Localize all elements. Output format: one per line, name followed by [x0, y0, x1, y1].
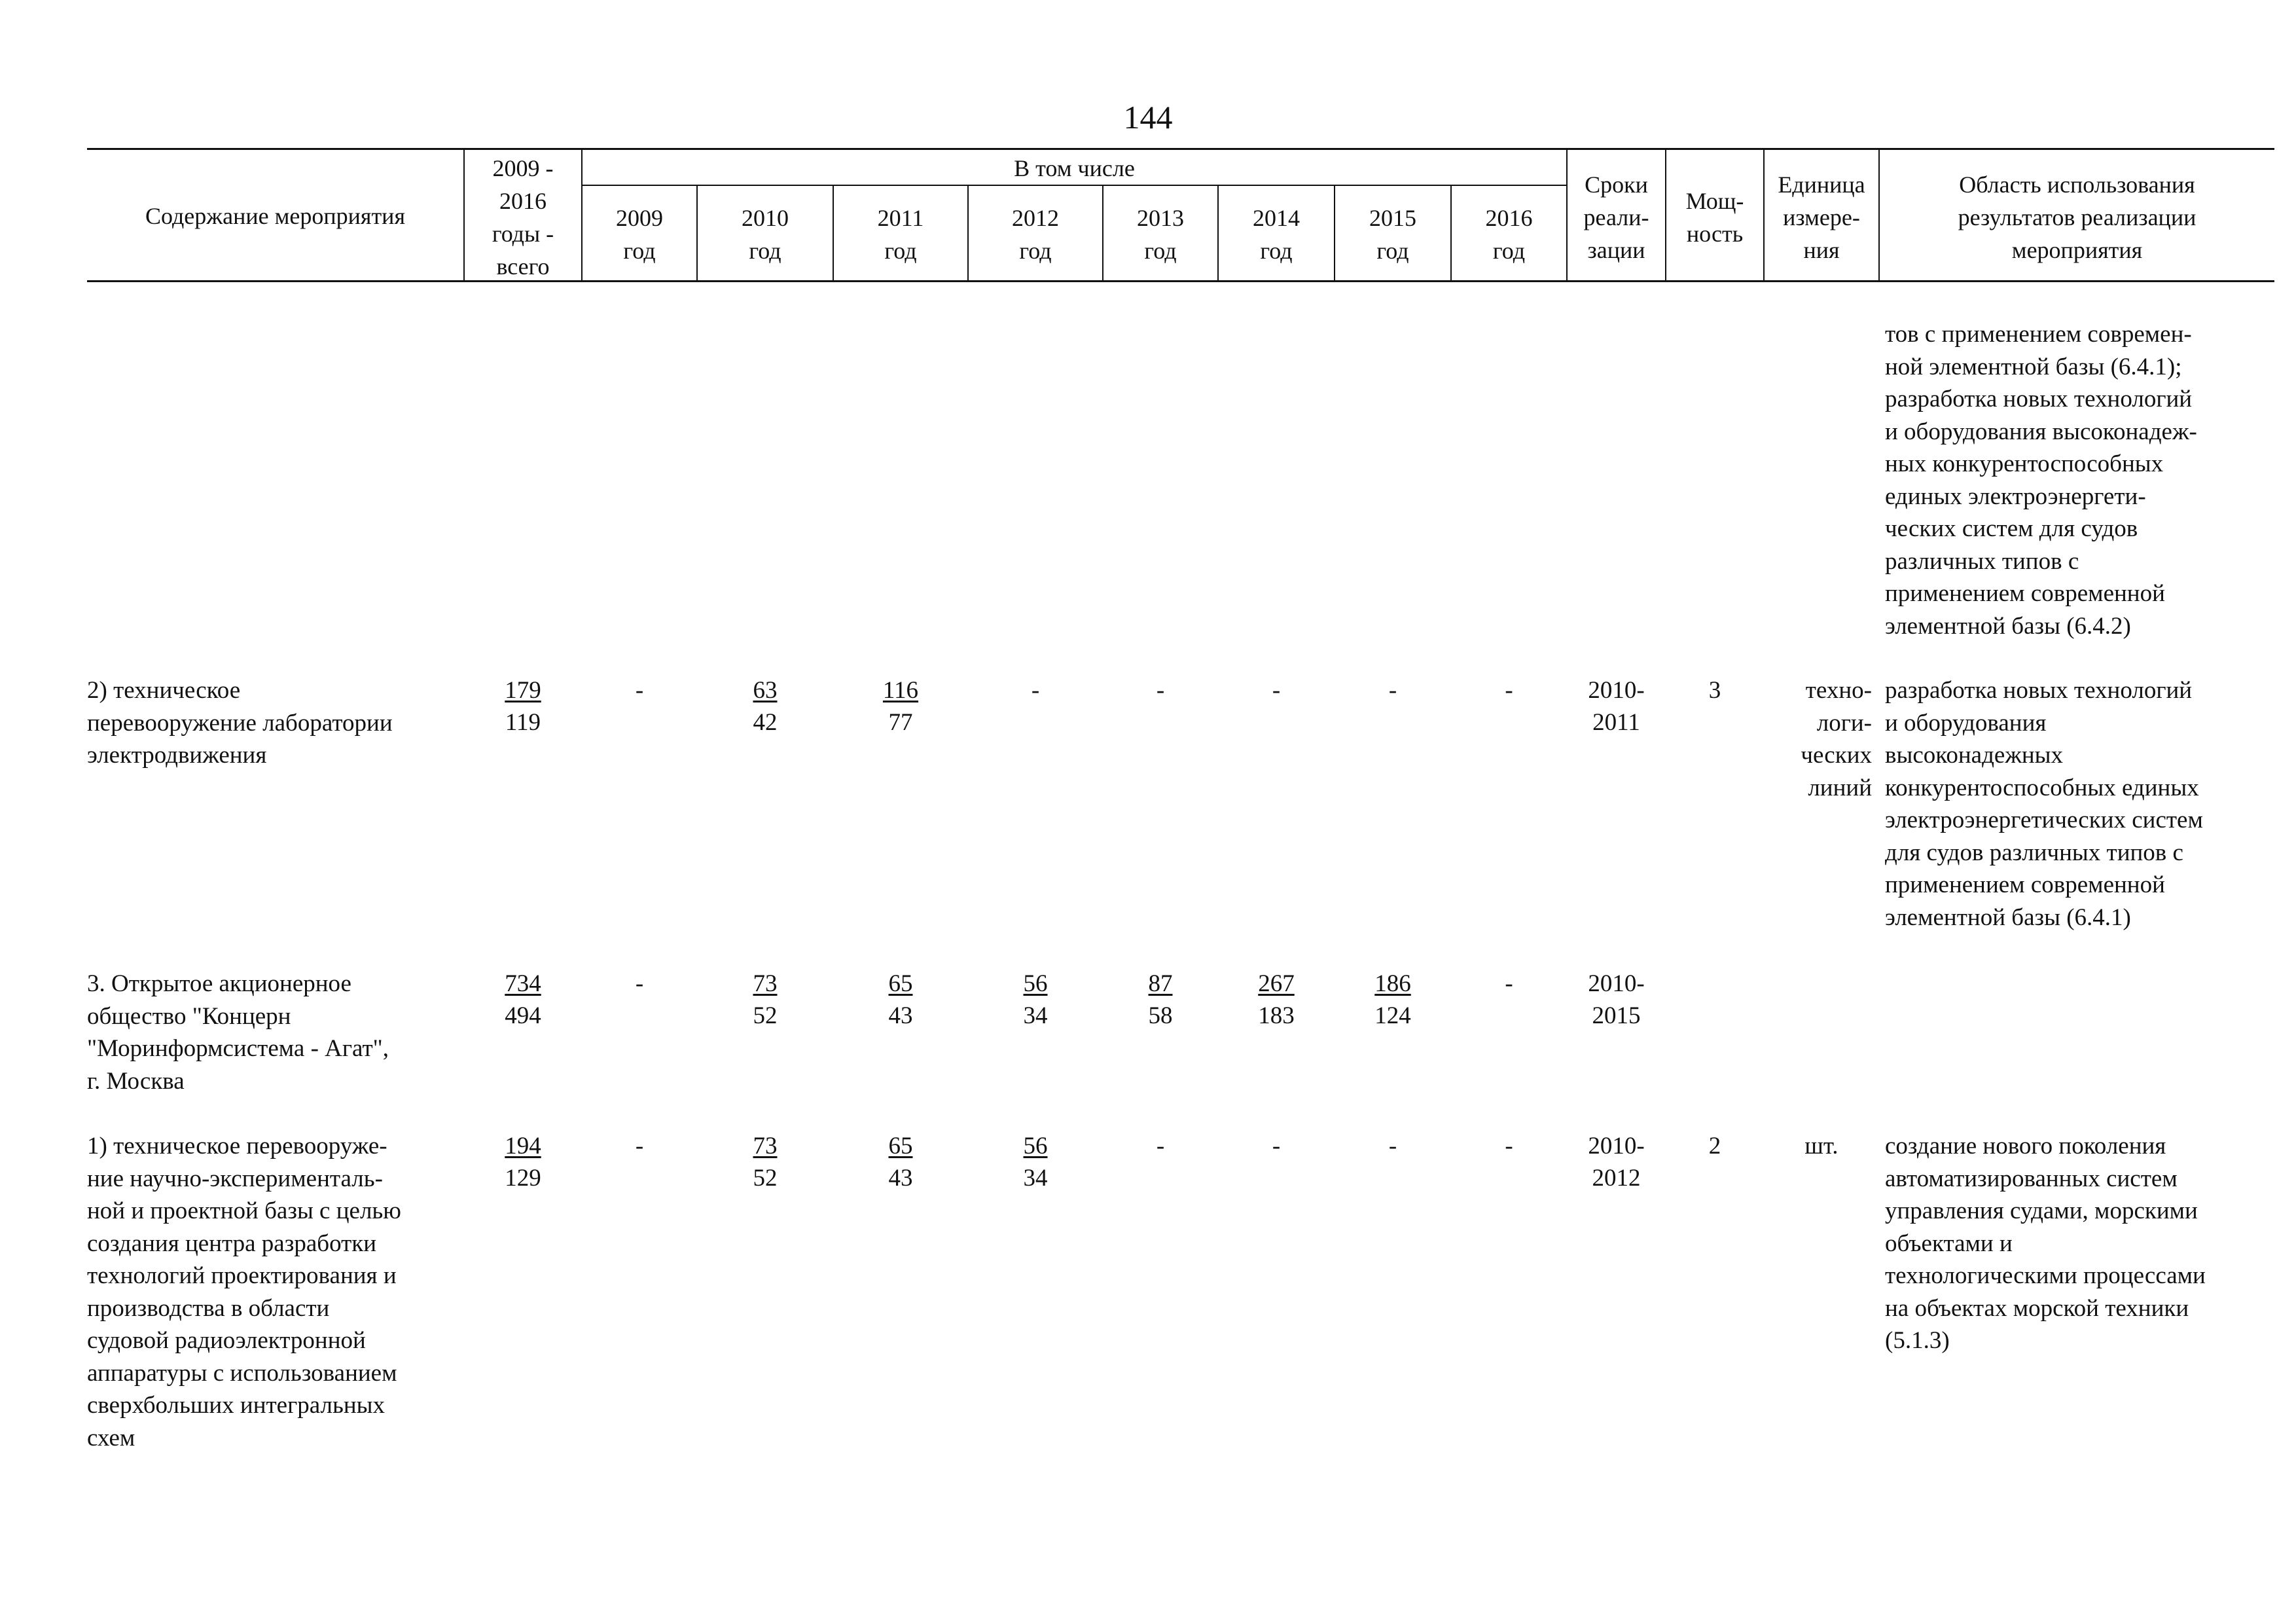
header-year-word: год: [1260, 238, 1293, 264]
header-year-word: год: [749, 238, 781, 264]
header-year-2015: [1335, 202, 1450, 267]
value-dash: -: [1388, 677, 1397, 704]
area-line: элементной базы (6.4.1): [1885, 903, 2131, 931]
value-bottom: 43: [888, 1002, 913, 1029]
area-line: объектами и: [1885, 1230, 2013, 1257]
row-2009: [583, 674, 696, 706]
area-line: ных конкурентоспособных: [1885, 450, 2164, 477]
header-top-rule: [87, 148, 2274, 150]
desc-line: сверхбольших интегральных: [87, 1392, 386, 1419]
value-top: 65: [888, 970, 913, 997]
value-bottom: 129: [505, 1165, 541, 1192]
terms-line: 2010-: [1588, 677, 1645, 704]
row-2011: [834, 674, 967, 739]
header-year-value: 2012: [1012, 205, 1059, 231]
area-line: технологическими процессами: [1885, 1262, 2206, 1289]
value-top: 194: [505, 1133, 541, 1159]
value-top: 73: [753, 970, 778, 997]
header-year-word: год: [1492, 238, 1526, 264]
header-year-value: 2014: [1253, 205, 1300, 231]
row-total: [465, 674, 581, 739]
header-year-value: 2009: [616, 205, 663, 231]
header-unit-line: Единица: [1778, 172, 1865, 198]
terms-line: 2012: [1592, 1165, 1641, 1192]
row-unit: [1765, 674, 1872, 804]
unit-value: шт.: [1804, 1133, 1839, 1159]
value-bottom: 77: [888, 709, 913, 736]
row-2016: [1452, 1130, 1566, 1162]
value-dash: -: [1272, 1133, 1281, 1159]
header-total-line: 2009 -: [492, 155, 554, 181]
header-including-label: В том числе: [1014, 155, 1135, 181]
area-line: автоматизированных систем: [1885, 1165, 2178, 1192]
value-bottom: 119: [505, 709, 541, 736]
desc-line: 1) техническое перевооруже-: [87, 1133, 387, 1159]
area-line: разработка новых технологий: [1885, 677, 2193, 704]
header-terms-line: Сроки: [1585, 172, 1648, 198]
row-capacity: [1666, 674, 1763, 706]
desc-line: производства в области: [87, 1294, 330, 1322]
header-year-2014: [1219, 202, 1334, 267]
header-year-word: год: [884, 238, 917, 264]
row-2016: [1452, 968, 1566, 1000]
row-2015: [1335, 968, 1450, 1032]
value-dash: -: [1031, 677, 1040, 704]
unit-line: линий: [1808, 774, 1872, 801]
header-total: [465, 152, 581, 283]
row-2013: [1103, 1130, 1217, 1162]
area-line: тов с применением современ-: [1885, 321, 2192, 348]
value-top: 734: [505, 970, 541, 997]
area-line: ной элементной базы (6.4.1);: [1885, 353, 2182, 380]
area-line: электроэнергетических систем: [1885, 807, 2203, 833]
area-line: и оборудования высоконадеж-: [1885, 418, 2197, 445]
desc-line: общество "Концерн: [87, 1002, 291, 1030]
row-area: [1885, 1130, 2271, 1357]
value-top: 56: [1023, 970, 1048, 997]
area-line: на объектах морской техники: [1885, 1294, 2189, 1322]
header-area-line: Область использования: [1959, 172, 2195, 198]
value-top: 73: [753, 1133, 778, 1159]
row-2012: [969, 968, 1102, 1032]
row-unit: [1765, 1130, 1878, 1162]
row-2011: [834, 968, 967, 1032]
value-dash: -: [635, 677, 644, 704]
area-line: применением современной: [1885, 580, 2165, 607]
area-line: элементной базы (6.4.2): [1885, 612, 2131, 640]
header-unit: [1765, 168, 1878, 266]
area-line: (5.1.3): [1885, 1327, 1950, 1354]
area-line: конкурентоспособных единых: [1885, 774, 2199, 801]
row-description: [87, 968, 460, 1097]
header-years-rule: [581, 185, 1566, 186]
value-bottom: 34: [1023, 1002, 1048, 1029]
row-capacity: [1666, 1130, 1763, 1162]
value-dash: -: [1272, 677, 1281, 704]
row-2010: [698, 674, 833, 739]
row-2015: [1335, 674, 1450, 706]
area-line: разработка новых технологий: [1885, 386, 2193, 412]
row-2014: [1219, 674, 1334, 706]
header-content: [87, 200, 463, 232]
row-2014: [1219, 1130, 1334, 1162]
row-2012: [969, 674, 1102, 706]
terms-line: 2011: [1592, 709, 1640, 736]
page-number: 144: [1123, 99, 1173, 136]
unit-line: техно-: [1805, 677, 1872, 704]
value-bottom: 124: [1374, 1002, 1411, 1029]
value-bottom: 42: [753, 709, 778, 736]
terms-line: 2010-: [1588, 1133, 1645, 1159]
value-bottom: 34: [1023, 1165, 1048, 1192]
area-line: и оборудования: [1885, 709, 2047, 737]
value-dash: -: [635, 1133, 644, 1159]
header-content-label: Содержание мероприятия: [145, 203, 406, 229]
desc-line: 3. Открытое акционерное: [87, 970, 351, 997]
value-dash: -: [1505, 970, 1513, 997]
desc-line: 2) техническое: [87, 677, 241, 704]
area-line: для судов различных типов с: [1885, 839, 2183, 866]
value-top: 87: [1148, 970, 1173, 997]
desc-line: ной и проектной базы с целью: [87, 1197, 401, 1224]
desc-line: электродвижения: [87, 742, 267, 769]
value-top: 116: [882, 677, 919, 704]
area-line: создание нового поколения: [1885, 1133, 2166, 1159]
row-2015: [1335, 1130, 1450, 1162]
area-line: применением современной: [1885, 871, 2165, 898]
continuation-area-text: [1885, 318, 2271, 642]
header-capacity-line: ность: [1686, 221, 1744, 247]
value-top: 186: [1374, 970, 1411, 997]
area-line: управления судами, морскими: [1885, 1197, 2198, 1224]
header-bottom-rule: [87, 280, 2274, 282]
row-description: [87, 674, 460, 772]
row-2009: [583, 968, 696, 1000]
value-dash: -: [1156, 1133, 1165, 1159]
row-terms: [1568, 674, 1665, 739]
row-2016: [1452, 674, 1566, 706]
row-2009: [583, 1130, 696, 1162]
desc-line: "Моринформсистема - Агат",: [87, 1035, 389, 1062]
header-including: [583, 152, 1566, 185]
value-bottom: 183: [1258, 1002, 1295, 1029]
value-dash: -: [1388, 1133, 1397, 1159]
area-line: ческих систем для судов: [1885, 515, 2138, 542]
header-year-word: год: [1144, 238, 1177, 264]
value-bottom: 494: [505, 1002, 541, 1029]
value-dash: -: [1156, 677, 1165, 704]
header-unit-line: измере-: [1783, 204, 1860, 230]
desc-line: судовой радиоэлектронной: [87, 1327, 366, 1354]
desc-line: ние научно-эксперименталь-: [87, 1165, 383, 1192]
header-unit-line: ния: [1803, 237, 1840, 263]
value-bottom: 43: [888, 1165, 913, 1192]
header-terms-line: зации: [1587, 237, 1645, 263]
header-year-2010: [698, 202, 833, 267]
value-top: 56: [1023, 1133, 1048, 1159]
value-dash: -: [1505, 677, 1513, 704]
header-year-value: 2016: [1485, 205, 1533, 231]
desc-line: технологий проектирования и: [87, 1262, 397, 1289]
header-year-2016: [1452, 202, 1566, 267]
header-capacity-line: Мощ-: [1685, 188, 1744, 214]
row-2010: [698, 1130, 833, 1194]
area-line: различных типов с: [1885, 547, 2079, 575]
value-top: 179: [505, 677, 541, 704]
row-total: [465, 1130, 581, 1194]
terms-line: 2015: [1592, 1002, 1641, 1029]
value-top: 267: [1258, 970, 1295, 997]
value-dash: -: [1505, 1133, 1513, 1159]
row-2013: [1103, 968, 1217, 1032]
desc-line: аппаратуры с использованием: [87, 1359, 397, 1387]
row-2011: [834, 1130, 967, 1194]
desc-line: схем: [87, 1424, 135, 1451]
terms-line: 2010-: [1588, 970, 1645, 997]
unit-line: ческих: [1801, 742, 1872, 769]
row-terms: [1568, 968, 1665, 1032]
desc-line: создания центра разработки: [87, 1230, 377, 1257]
row-2012: [969, 1130, 1102, 1194]
header-year-word: год: [1019, 238, 1052, 264]
value-bottom: 52: [753, 1165, 778, 1192]
row-description: [87, 1130, 460, 1454]
header-year-2009: [583, 202, 696, 267]
header-terms: [1568, 168, 1665, 266]
header-terms-line: реали-: [1583, 204, 1649, 230]
header-total-line: 2016: [499, 188, 547, 214]
unit-line: логи-: [1816, 709, 1872, 737]
header-area: [1880, 168, 2274, 266]
row-total: [465, 968, 581, 1032]
header-year-2013: [1103, 202, 1217, 267]
header-total-line: всего: [496, 253, 550, 280]
header-area-line: мероприятия: [2011, 237, 2143, 263]
header-year-word: год: [623, 238, 656, 264]
row-2014: [1219, 968, 1334, 1032]
desc-line: перевооружение лаборатории: [87, 709, 393, 737]
value-dash: -: [635, 970, 644, 997]
value-bottom: 58: [1148, 1002, 1173, 1029]
header-year-value: 2011: [877, 205, 924, 231]
header-year-value: 2010: [742, 205, 789, 231]
area-line: единых электроэнергети-: [1885, 483, 2146, 510]
header-area-line: результатов реализации: [1958, 204, 2197, 230]
header-year-value: 2015: [1369, 205, 1416, 231]
row-2013: [1103, 674, 1217, 706]
capacity-value: 3: [1708, 677, 1721, 704]
row-area: [1885, 674, 2271, 934]
value-top: 65: [888, 1133, 913, 1159]
header-capacity: [1666, 185, 1763, 250]
row-2010: [698, 968, 833, 1032]
value-bottom: 52: [753, 1002, 778, 1029]
area-line: высоконадежных: [1885, 742, 2064, 769]
header-year-word: год: [1376, 238, 1409, 264]
desc-line: г. Москва: [87, 1067, 185, 1095]
capacity-value: 2: [1708, 1133, 1721, 1159]
value-top: 63: [753, 677, 778, 704]
header-total-line: годы -: [492, 221, 554, 247]
header-year-2012: [969, 202, 1102, 267]
header-year-2011: [834, 202, 967, 267]
row-terms: [1568, 1130, 1665, 1194]
header-year-value: 2013: [1137, 205, 1184, 231]
